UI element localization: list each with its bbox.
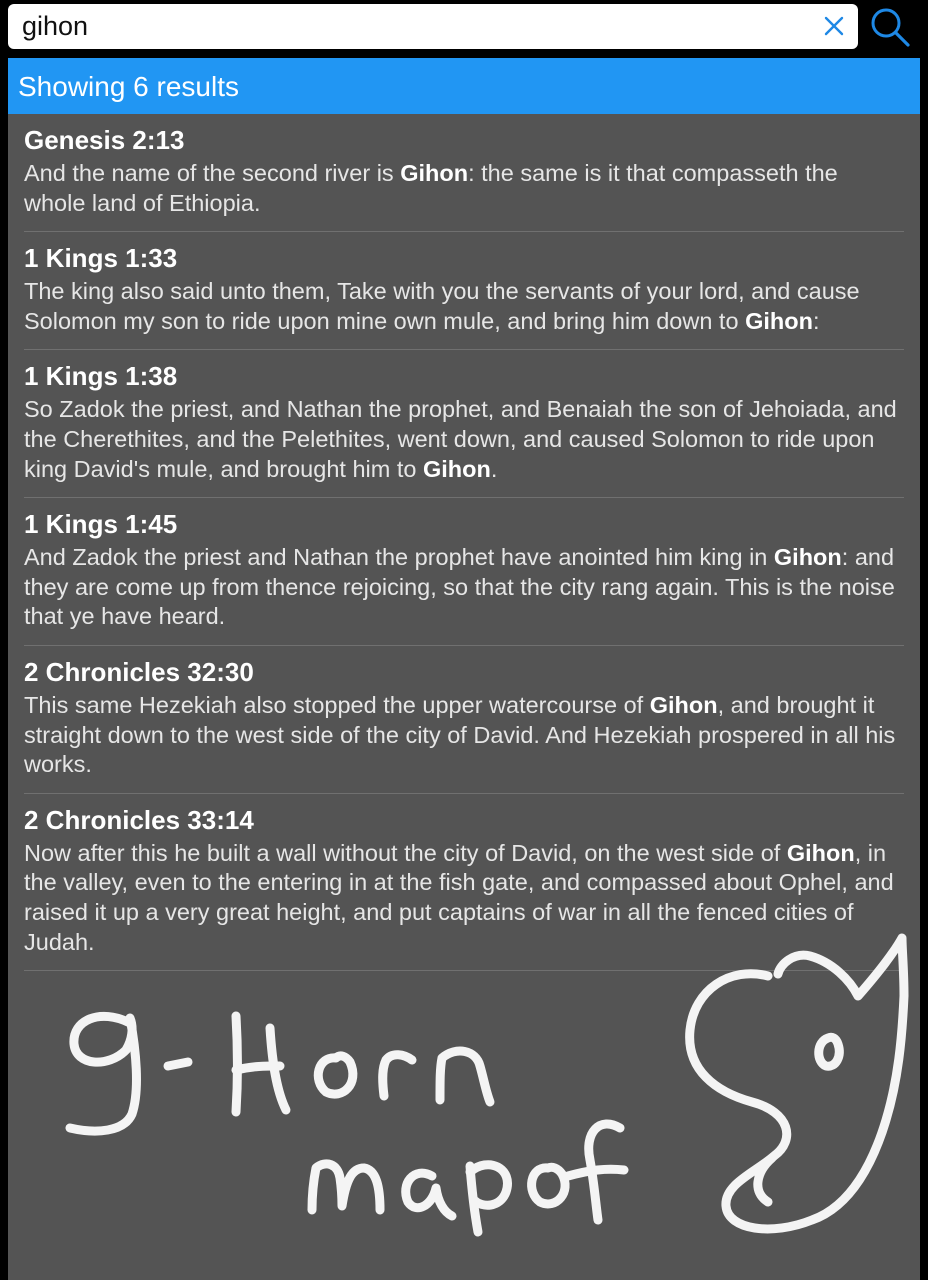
highlighted-match: Gihon xyxy=(649,691,718,718)
verse-segment: So Zadok the priest, and Nathan the prophet, and Benaiah the son of Jehoiada, and the Cherethites, and the Pelethites, went down, and caused Solomon to ride upon king David's mule, and brought him to xyxy=(24,396,897,482)
highlighted-match: Gihon xyxy=(773,544,842,571)
result-list xyxy=(8,114,920,971)
verse-segment: And Zadok the priest and Nathan the prophet have anointed him king in xyxy=(24,544,774,571)
result-reference: 2 Chronicles 32:30 xyxy=(24,656,254,687)
result-item[interactable] xyxy=(24,114,904,232)
result-item[interactable] xyxy=(24,794,904,971)
result-reference: 1 Kings 1:38 xyxy=(24,361,178,392)
result-verse-text xyxy=(24,159,904,218)
result-item[interactable] xyxy=(24,350,904,498)
search-bar xyxy=(0,0,928,56)
result-verse-text xyxy=(24,277,904,336)
verse-segment: . xyxy=(490,455,498,482)
highlighted-match: Gihon xyxy=(745,307,813,334)
results-panel xyxy=(8,58,920,1280)
search-button[interactable] xyxy=(866,4,914,50)
verse-segment: And the name of the second river is xyxy=(24,160,401,186)
result-reference: 1 Kings 1:45 xyxy=(24,509,178,540)
highlighted-match: Gihon xyxy=(786,839,855,866)
verse-segment: , in the valley, even to the entering in at the fish gate, and compassed about Ophel, and raised it up a very great height, and put captains of war in all the fenced cities of Judah. xyxy=(24,839,894,955)
clear-search-button[interactable] xyxy=(818,10,850,42)
result-item[interactable] xyxy=(24,646,904,794)
search-icon xyxy=(869,6,911,48)
highlighted-match: Gihon xyxy=(400,160,469,186)
verse-segment: : xyxy=(812,307,820,334)
results-count-header: Showing 6 results xyxy=(8,58,920,114)
result-verse-text xyxy=(24,543,904,632)
close-icon xyxy=(823,15,845,37)
verse-segment: : the same is it that compasseth the whole land of Ethiopia. xyxy=(24,160,838,216)
result-reference: 1 Kings 1:33 xyxy=(24,243,178,274)
result-reference: 2 Chronicles 33:14 xyxy=(24,804,254,835)
result-verse-text xyxy=(24,691,904,780)
verse-segment: The king also said unto them, Take with you the servants of your lord, and cause Solomon my son to ride upon mine own mule, and bring him down to xyxy=(24,278,860,334)
highlighted-match: Gihon xyxy=(422,455,491,482)
verse-segment: Now after this he built a wall without the city of David, on the west side of xyxy=(24,839,787,866)
result-item[interactable] xyxy=(24,232,904,350)
verse-segment: : and they are come up from thence rejoicing, so that the city rang again. This is the noise that ye have heard. xyxy=(24,544,895,630)
search-input[interactable] xyxy=(22,4,802,49)
result-verse-text xyxy=(24,395,904,484)
result-reference: Genesis 2:13 xyxy=(24,125,185,155)
result-item[interactable] xyxy=(24,498,904,646)
verse-segment: , and brought it straight down to the west side of the city of David. And Hezekiah prospered in all his works. xyxy=(24,691,896,778)
result-verse-text xyxy=(24,839,904,957)
verse-segment: This same Hezekiah also stopped the upper watercourse of xyxy=(24,691,650,718)
search-box xyxy=(8,4,858,49)
